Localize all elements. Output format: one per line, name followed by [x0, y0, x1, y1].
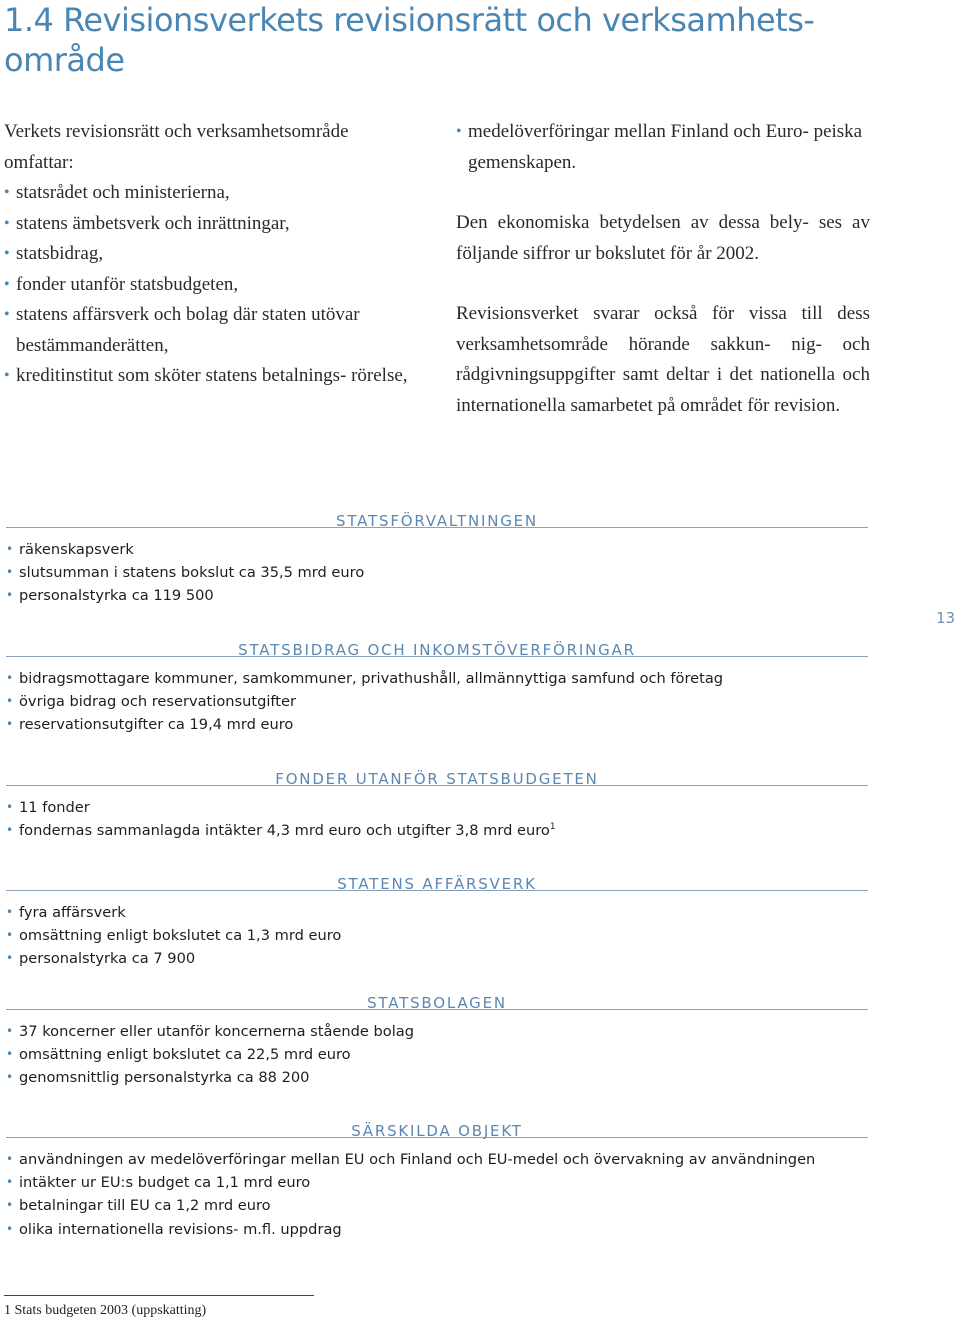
section-affarsverk — [6, 870, 868, 971]
page-title — [4, 0, 904, 80]
list-item: • reservationsutgifter ca 19,4 mrd euro — [6, 713, 868, 736]
right-column — [456, 117, 870, 421]
bullet-icon: • — [6, 542, 14, 556]
bullet-icon: • — [6, 565, 14, 580]
list-item: • statsrådet och ministerierna, — [4, 178, 424, 209]
list-item: • genomsnittlig personalstyrka ca 88 200 — [6, 1066, 868, 1089]
scope-list-continued — [456, 117, 870, 178]
bullet-icon: • — [6, 928, 14, 943]
bullet-icon: • — [6, 1198, 14, 1213]
bullet-icon: • — [6, 1047, 14, 1062]
list-item: • personalstyrka ca 7 900 — [6, 947, 868, 970]
bullet-icon: • — [6, 671, 14, 685]
list-item: • övriga bidrag och reservationsutgifter — [6, 690, 868, 713]
section-sarskilda-objekt — [6, 1117, 868, 1241]
bullet-icon: • — [456, 123, 462, 140]
section-heading: STATSBIDRAG OCH INKOMSTÖVERFÖRINGAR — [238, 641, 636, 659]
section-statsbidrag — [6, 636, 868, 737]
list-item: • 37 koncerner eller utanför koncernerna stående bolag — [6, 1020, 868, 1043]
list-item: • användningen av medelöverföringar mellan EU och Finland och EU-medel och övervakning av användningen — [6, 1148, 868, 1171]
section-heading: FONDER UTANFÖR STATSBUDGETEN — [275, 770, 599, 788]
scope-list — [4, 178, 424, 392]
list-item: • omsättning enligt bokslutet ca 22,5 mrd euro — [6, 1043, 868, 1066]
list-item: • statsbidrag, — [4, 239, 424, 270]
section-heading: STATENS AFFÄRSVERK — [337, 875, 537, 893]
paragraph-expert-tasks: Revisionsverket svarar också för vissa till dess verksamhetsområde hörande sakkun- nig- och rådgivningsuppgifter samt deltar i det nationella och internationella samarbetet på området för revision. — [456, 303, 870, 416]
list-item: • fonder utanför statsbudgeten, — [4, 270, 424, 301]
bullet-icon: • — [6, 717, 14, 732]
list-item: • omsättning enligt bokslutet ca 1,3 mrd euro — [6, 924, 868, 947]
bullet-icon: • — [6, 1070, 14, 1085]
section-heading: STATSBOLAGEN — [367, 994, 507, 1012]
bullet-icon: • — [6, 800, 14, 814]
bullet-icon: • — [6, 951, 14, 966]
section-fonder — [6, 765, 868, 842]
section-statsbolagen — [6, 989, 868, 1090]
list-item: • räkenskapsverk — [6, 538, 868, 561]
paragraph-economic-significance: Den ekonomiska betydelsen av dessa bely- ses av följande siffror ur bokslutet för år 2002. — [456, 212, 870, 264]
bullet-icon: • — [6, 1152, 14, 1166]
bullet-icon: • — [4, 275, 10, 293]
list-item: • statens affärsverk och bolag där staten utövar bestämmanderätten, — [4, 300, 424, 361]
list-item: • slutsumman i statens bokslut ca 35,5 mrd euro — [6, 561, 868, 584]
bullet-icon: • — [6, 905, 14, 919]
bullet-icon: • — [6, 588, 14, 603]
list-item: • bidragsmottagare kommuner, samkommuner, privathushåll, allmännyttiga samfund och företag — [6, 667, 868, 690]
footnote-mark: 1 — [549, 822, 556, 833]
list-item: • 11 fonder — [6, 796, 868, 819]
footnote: 1 Stats budgeten 2003 (uppskatting) — [4, 1303, 207, 1318]
bullet-icon: • — [4, 184, 10, 201]
section-heading: SÄRSKILDA OBJEKT — [351, 1122, 523, 1140]
title-line-2: område — [4, 41, 125, 79]
list-item: • olika internationella revisions- m.fl. uppdrag — [6, 1218, 868, 1241]
section-heading: STATSFÖRVALTNINGEN — [336, 512, 538, 530]
intro-text: Verkets revisionsrätt och verksamhetsområde omfattar: — [4, 121, 349, 173]
bullet-icon: • — [6, 1175, 14, 1190]
list-item: • medelöverföringar mellan Finland och Euro- peiska gemenskapen. — [456, 117, 870, 178]
list-item: • intäkter ur EU:s budget ca 1,1 mrd euro — [6, 1171, 868, 1194]
footnote-divider — [4, 1295, 314, 1296]
list-item: • statens ämbetsverk och inrättningar, — [4, 209, 424, 240]
bullet-icon: • — [6, 1221, 14, 1236]
left-column — [4, 117, 424, 392]
bullet-icon: • — [4, 214, 10, 232]
bullet-icon: • — [6, 694, 14, 709]
bullet-icon: • — [4, 306, 10, 323]
title-line-1: 1.4 Revisionsverkets revisionsrätt och verksamhets- — [4, 1, 815, 39]
page-number: 13 — [936, 609, 956, 627]
bullet-icon: • — [6, 823, 14, 838]
list-item: • personalstyrka ca 119 500 — [6, 584, 868, 607]
list-item: • betalningar till EU ca 1,2 mrd euro — [6, 1194, 868, 1217]
list-item: • kreditinstitut som sköter statens betalnings- rörelse, — [4, 361, 424, 392]
bullet-icon: • — [6, 1024, 14, 1038]
list-item: • fondernas sammanlagda intäkter 4,3 mrd euro och utgifter 3,8 mrd euro$^1$ — [6, 819, 868, 842]
bullet-icon: • — [4, 367, 10, 384]
list-item: • fyra affärsverk — [6, 901, 868, 924]
bullet-icon: • — [4, 245, 10, 262]
section-statsforvaltningen — [6, 507, 868, 608]
